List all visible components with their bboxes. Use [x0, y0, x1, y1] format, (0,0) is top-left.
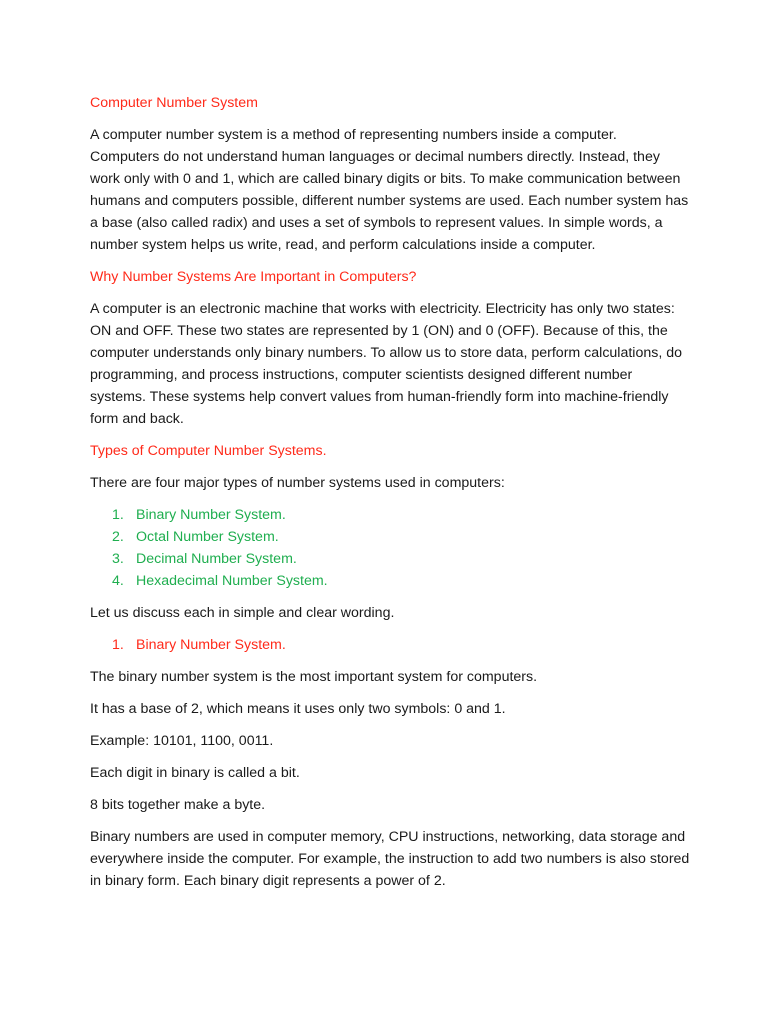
list-item-text: Binary Number System.	[136, 507, 286, 523]
paragraph-binary-importance: The binary number system is the most important system for computers.	[90, 669, 538, 685]
list-item-text: Hexadecimal Number System.	[136, 573, 328, 589]
paragraph-binary-usage: Binary numbers are used in computer memory, CPU instructions, networking, data storage and everywhere inside the computer. For example, the instruction to add two numbers is also stored in binary form. Each binary digit represents a power of 2.	[90, 829, 690, 889]
paragraph-binary-example: Example: 10101, 1100, 0011.	[90, 733, 274, 749]
heading-why-important: Why Number Systems Are Important in Computers?	[90, 269, 417, 285]
types-list	[90, 504, 690, 592]
heading-computer-number-system: Computer Number System	[90, 95, 258, 111]
list-item-number: 3.	[112, 551, 124, 567]
paragraph-binary-base: It has a base of 2, which means it uses only two symbols: 0 and 1.	[90, 701, 506, 717]
list-item-text: Decimal Number System.	[136, 551, 297, 567]
paragraph-bit: Each digit in binary is called a bit.	[90, 765, 300, 781]
list-item	[90, 526, 690, 548]
list-item-text: Octal Number System.	[136, 529, 279, 545]
section-title: Binary Number System.	[136, 637, 286, 653]
paragraph-intro: A computer number system is a method of representing numbers inside a computer. Computers do not understand human languages or decimal numbers directly. Instead, they work only with 0 and 1, which are called binary digits or bits. To make communication between humans and computers possible, different number systems are used. Each number system has a base (also called radix) and uses a set of symbols to represent values. In simple words, a number system helps us write, read, and perform calculations inside a computer.	[90, 127, 689, 253]
list-item-number: 4.	[112, 573, 124, 589]
document-page	[90, 92, 690, 902]
section-number: 1.	[112, 637, 124, 653]
paragraph-byte: 8 bits together make a byte.	[90, 797, 266, 813]
paragraph-why-important: A computer is an electronic machine that works with electricity. Electricity has only two states: ON and OFF. These two states are represented by 1 (ON) and 0 (OFF). Because of this, the computer understands only binary numbers. To allow us to store data, perform calculations, do programming, and process instructions, computer scientists designed different number systems. These systems help convert values from human-friendly form into machine-friendly form and back.	[90, 301, 682, 427]
list-item-number: 2.	[112, 529, 124, 545]
section-heading-binary	[90, 634, 690, 656]
list-item-number: 1.	[112, 507, 124, 523]
paragraph-types-intro: There are four major types of number systems used in computers:	[90, 475, 505, 491]
list-item	[90, 570, 690, 592]
list-item	[90, 504, 690, 526]
section-heading-list	[90, 634, 690, 656]
heading-types: Types of Computer Number Systems.	[90, 443, 327, 459]
list-item	[90, 548, 690, 570]
paragraph-discuss: Let us discuss each in simple and clear wording.	[90, 605, 395, 621]
